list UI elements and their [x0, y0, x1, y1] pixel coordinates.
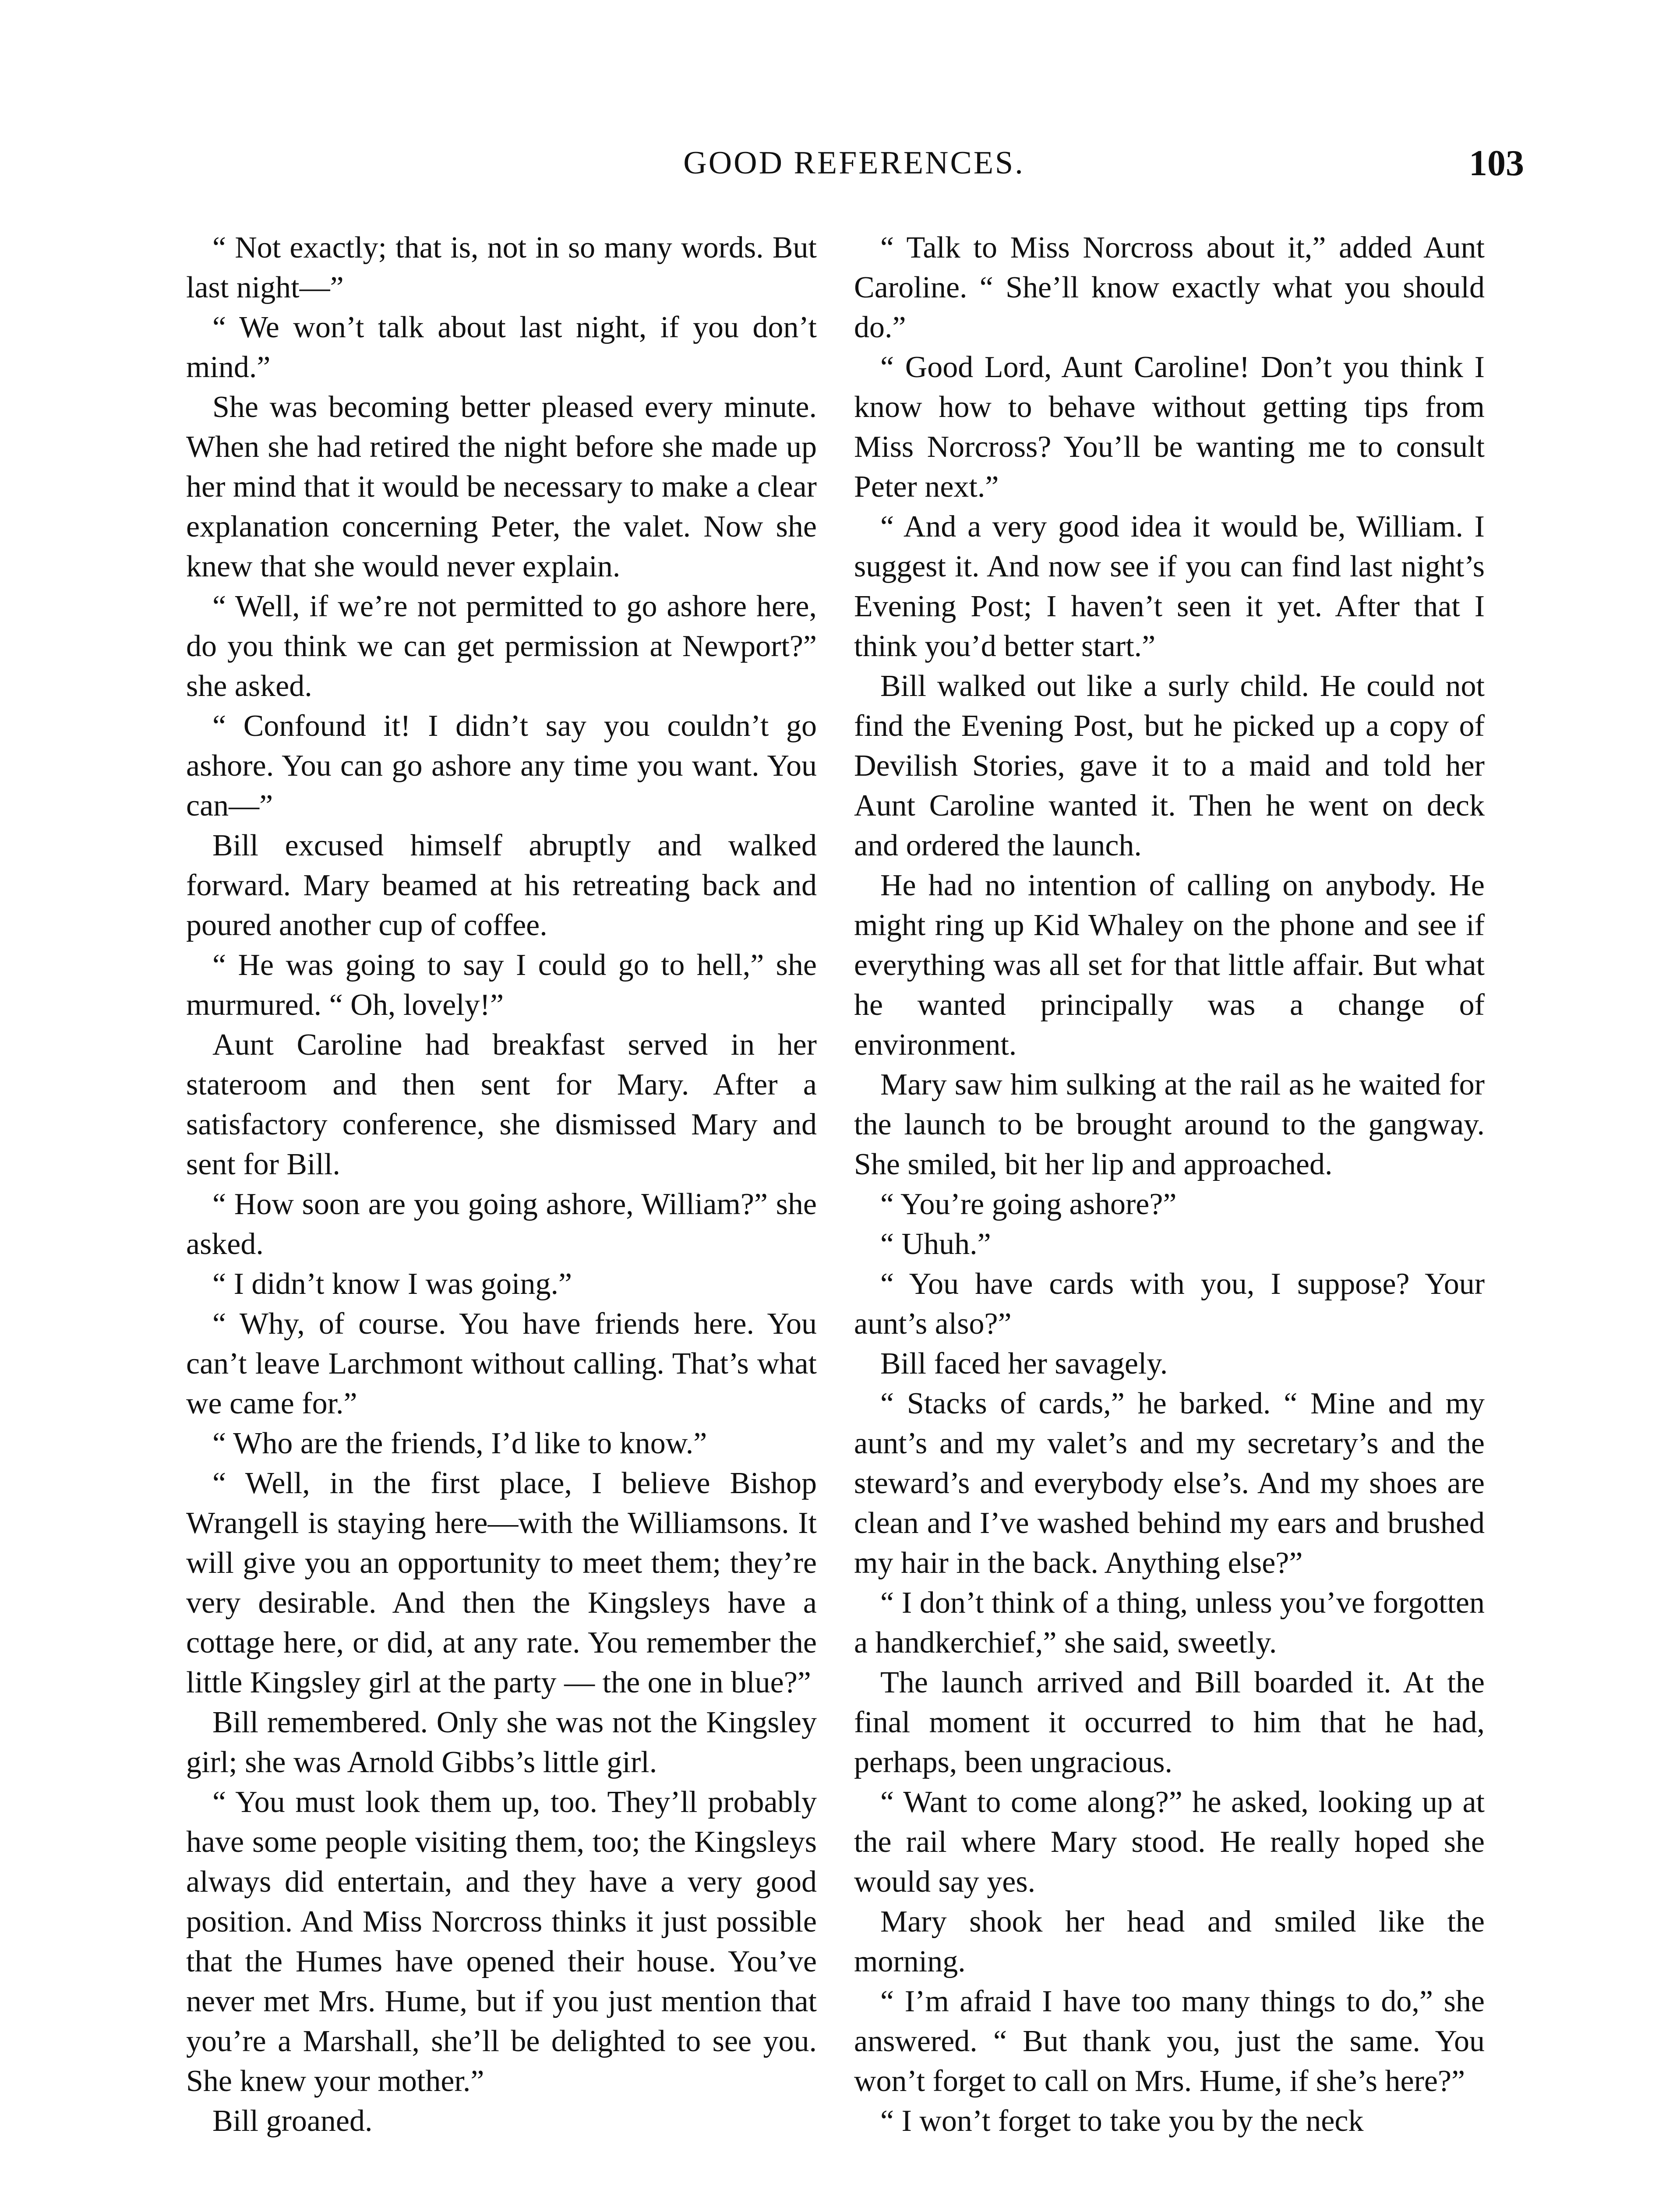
paragraph: “ Well, in the first place, I believe Bishop Wrangell is staying here—with the Williamsons. It will give you an opportunity to meet them; they’re very desirable. And then the Kingsleys have a cottage here, or did, at any rate. You remember the little Kingsley girl at the party — the one in blue?” — [186, 1466, 817, 1699]
paragraph: “ You’re going ashore?” — [880, 1187, 1177, 1221]
paragraph: “ You must look them up, too. They’ll probably have some people visiting them, too; the Kingsleys always did entertain, and they have a very good position. And Miss Norcross thinks it just possible that the Humes have opened their house. You’ve never met Mrs. Hume, but if you just mention that you’re a Marshall, she’ll be delighted to see you. She knew your mother.” — [186, 1785, 817, 2098]
paragraph: Bill remembered. Only she was not the Kingsley girl; she was Arnold Gibbs’s little girl. — [186, 1706, 817, 1779]
paragraph: Bill groaned. — [212, 2104, 373, 2138]
paragraph: “ I didn’t know I was going.” — [212, 1267, 572, 1301]
paragraph: “ Good Lord, Aunt Caroline! Don’t you think I know how to behave without getting tips from Miss Norcross? You’ll be wanting me to consult Peter next.” — [854, 350, 1485, 504]
paragraph: “ He was going to say I could go to hell,” she murmured. “ Oh, lovely!” — [186, 948, 817, 1022]
paragraph: “ And a very good idea it would be, William. I suggest it. And now see if you can find last night’s Evening Post; I haven’t seen it yet. After that I think you’d better start.” — [854, 510, 1485, 663]
paragraph: “ Confound it! I didn’t say you couldn’t go ashore. You can go ashore any time you want. You can—” — [186, 709, 817, 823]
paragraph: “ Want to come along?” he asked, looking up at the rail where Mary stood. He really hoped she would say yes. — [854, 1785, 1485, 1899]
page-number: 103 — [1469, 143, 1524, 184]
running-head: GOOD REFERENCES. — [683, 145, 1025, 181]
paragraph: Bill walked out like a surly child. He could not find the Evening Post, but he picked up a copy of Devilish Stories, gave it to a maid and told her Aunt Caroline wanted it. Then he went on deck and ordered the launch. — [854, 669, 1485, 862]
paragraph: “ Not exactly; that is, not in so many words. But last night—” — [186, 231, 817, 304]
paragraph: She was becoming better pleased every minute. When she had retired the night before she made up her mind that it would be necessary to make a clear explanation concerning Peter, the valet. Now she knew that she would never explain. — [186, 390, 817, 583]
paragraph: “ Well, if we’re not permitted to go ashore here, do you think we can get permission at Newport?” she asked. — [186, 590, 817, 703]
paragraph: “ Talk to Miss Norcross about it,” added Aunt Caroline. “ She’ll know exactly what you should do.” — [854, 231, 1485, 344]
paragraph: Mary saw him sulking at the rail as he waited for the launch to be brought around to the gangway. She smiled, bit her lip and approached. — [854, 1068, 1485, 1181]
paragraph: “ We won’t talk about last night, if you don’t mind.” — [186, 311, 817, 384]
paragraph: Bill faced her savagely. — [880, 1347, 1168, 1381]
page-header — [184, 145, 1524, 188]
paragraph: “ Why, of course. You have friends here. You can’t leave Larchmont without calling. That’s what we came for.” — [186, 1307, 817, 1420]
paragraph: “ I don’t think of a thing, unless you’ve forgotten a handkerchief,” she said, sweetly. — [854, 1586, 1485, 1660]
paragraph: “ Uhuh.” — [880, 1227, 991, 1261]
paragraph: “ I’m afraid I have too many things to do,” she answered. “ But thank you, just the same. You won’t forget to call on Mrs. Hume, if she’s here?” — [854, 1985, 1485, 2098]
left-column — [186, 228, 817, 2141]
paragraph: The launch arrived and Bill boarded it. At the final moment it occurred to him that he had, perhaps, been ungracious. — [854, 1666, 1485, 1779]
right-column — [854, 228, 1485, 2141]
paragraph: “ Who are the friends, I’d like to know.” — [212, 1427, 707, 1460]
paragraph: “ Stacks of cards,” he barked. “ Mine and my aunt’s and my valet’s and my secretary’s and the steward’s and everybody else’s. And my shoes are clean and I’ve washed behind my ears and brushed my hair in the back. Anything else?” — [854, 1387, 1485, 1580]
paragraph: Aunt Caroline had breakfast served in her stateroom and then sent for Mary. After a satisfactory conference, she dismissed Mary and sent for Bill. — [186, 1028, 817, 1181]
paragraph: “ You have cards with you, I suppose? Your aunt’s also?” — [854, 1267, 1485, 1341]
paragraph: “ How soon are you going ashore, William?” she asked. — [186, 1187, 817, 1261]
paragraph: Bill excused himself abruptly and walked forward. Mary beamed at his retreating back and poured another cup of coffee. — [186, 829, 817, 942]
paragraph: “ I won’t forget to take you by the neck — [880, 2104, 1364, 2138]
paragraph: He had no intention of calling on anybody. He might ring up Kid Whaley on the phone and see if everything was all set for that little affair. But what he wanted principally was a change of environment. — [854, 869, 1485, 1062]
paragraph: Mary shook her head and smiled like the morning. — [854, 1905, 1485, 1978]
